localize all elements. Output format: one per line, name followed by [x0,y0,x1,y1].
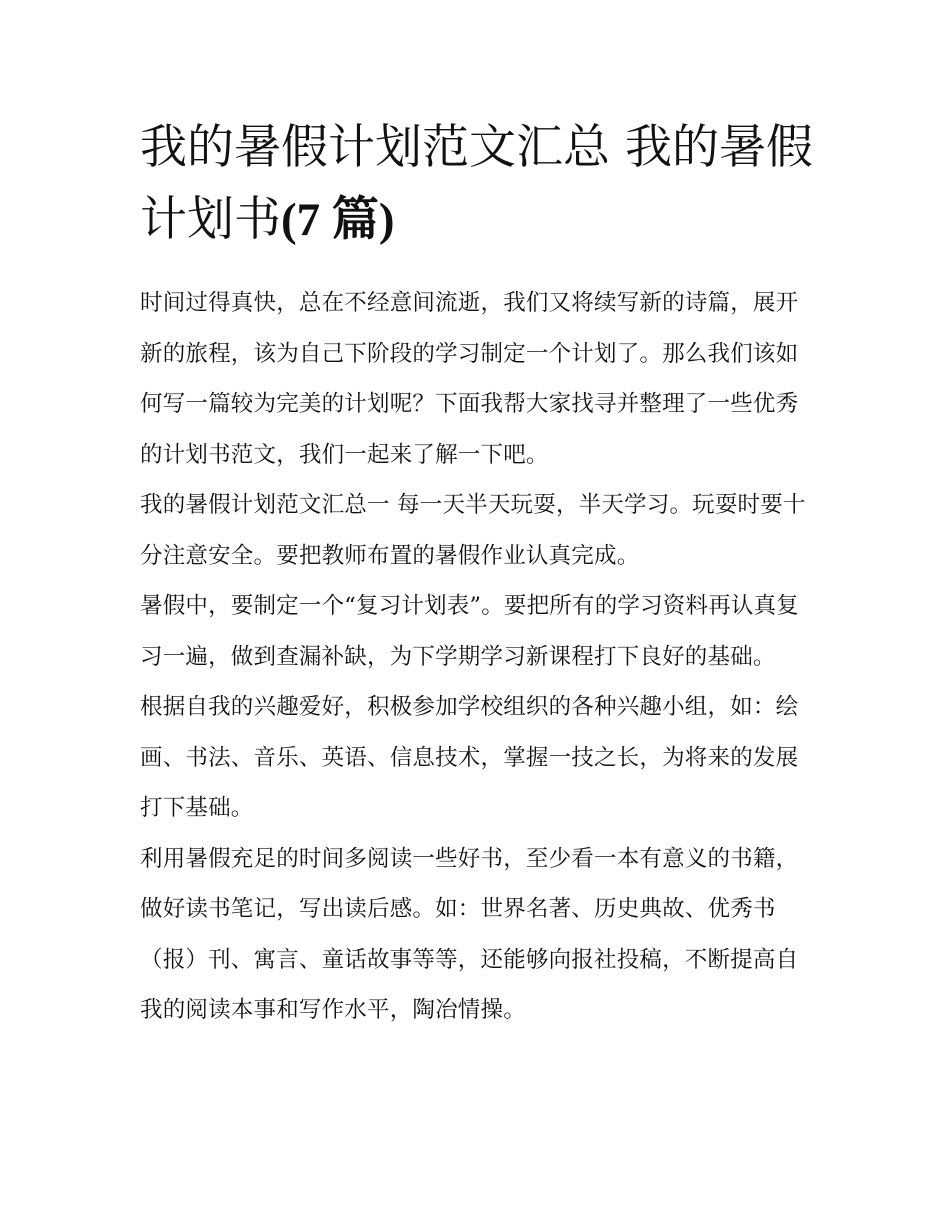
paragraph-plan-one: 我的暑假计划范文汇总一 每一天半天玩耍，半天学习。玩耍时要十分注意安全。要把教师布置的暑假作业认真完成。 [140,492,806,569]
title-suffix: (7 篇) [281,194,395,246]
paragraph-reading: 利用暑假充足的时间多阅读一些好书，至少看一本有意义的书籍，做好读书笔记，写出读后感。如：世界名著、历史典故、优秀书（报）刊、寓言、童话故事等等，还能够向报社投稿，不断提高自我的阅读本事和写作水平，陶冶情操。 [140,845,799,1023]
document-content [140,112,820,1036]
document-body [140,278,820,1036]
paragraph-interests: 根据自我的兴趣爱好，积极参加学校组织的各种兴趣小组，如：绘画、书法、音乐、英语、信息技术，掌握一技之长，为将来的发展打下基础。 [140,694,799,821]
title-main: 我的暑假计划范文汇总 我的暑假计划书 [140,120,813,247]
document-title [140,112,820,256]
paragraph-intro: 时间过得真快，总在不经意间流逝，我们又将续写新的诗篇，展开新的旅程，该为自己下阶段的学习制定一个计划了。那么我们该如何写一篇较为完美的计划呢？下面我帮大家找寻并整理了一些优秀的计划书范文，我们一起来了解一下吧。 [140,290,799,468]
paragraph-review-plan: 暑假中，要制定一个“复习计划表”。要把所有的学习资料再认真复习一遍，做到查漏补缺，为下学期学习新课程打下良好的基础。 [140,593,800,670]
